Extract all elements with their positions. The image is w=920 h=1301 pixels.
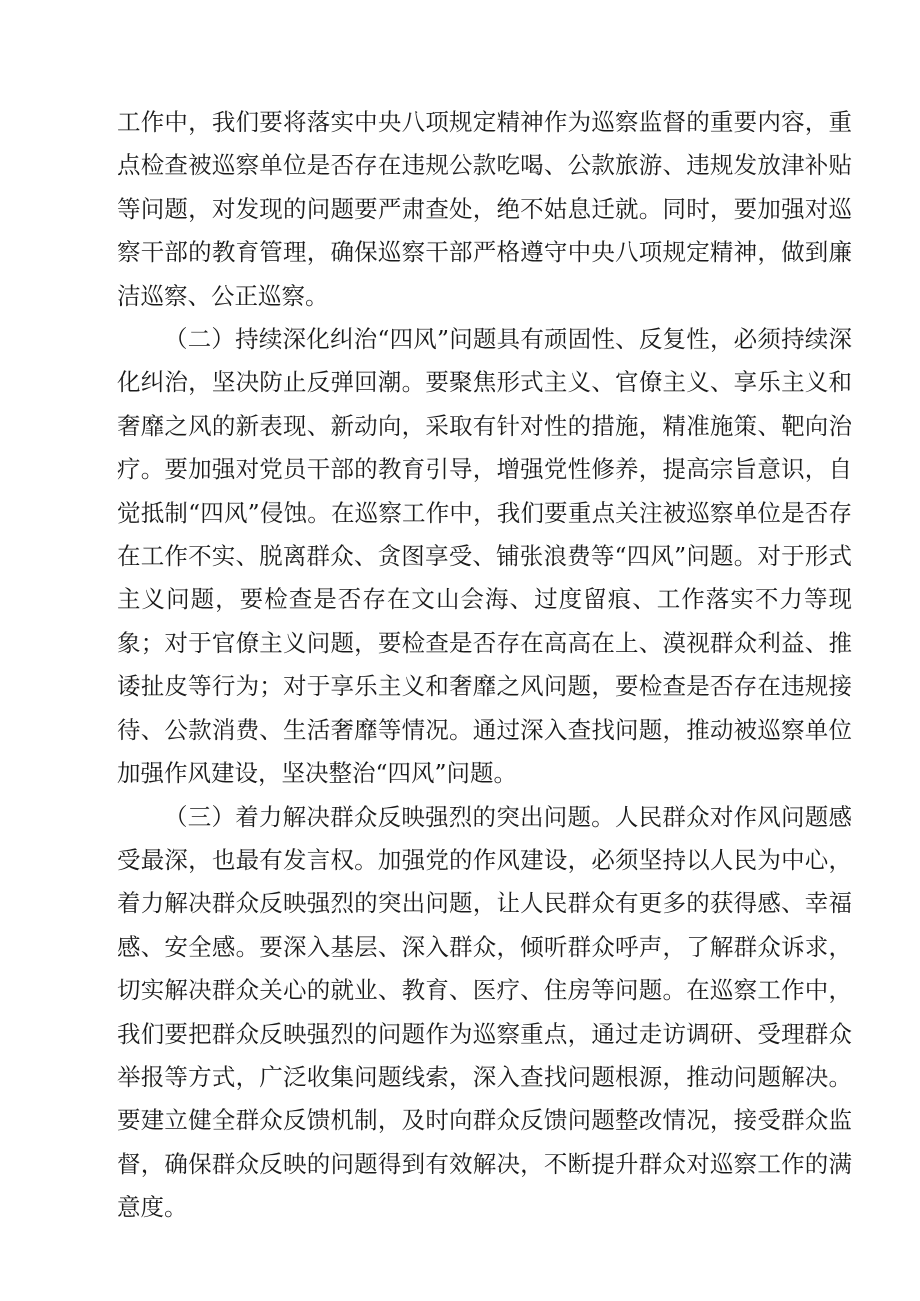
paragraph-continuation: 工作中，我们要将落实中央八项规定精神作为巡察监督的重要内容，重点检查被巡察单位是否存在违规公款吃喝、公款旅游、违规发放津补贴等问题，对发现的问题要严肃查处，绝不姑息迁就。同时，要加强对巡察干部的教育管理，确保巡察干部严格遵守中央八项规定精神，做到廉洁巡察、公正巡察。 [117,108,852,310]
body-text [117,101,852,1230]
paragraph-section-two: （二）持续深化纠治“四风”问题具有顽固性、反复性，必须持续深化纠治，坚决防止反弹回潮。要聚焦形式主义、官僚主义、享乐主义和奢靡之风的新表现、新动向，采取有针对性的措施，精准施策、靶向治疗。要加强对党员干部的教育引导，增强党性修养，提高宗旨意识，自觉抵制“四风”侵蚀。在巡察工作中，我们要重点关注被巡察单位是否存在工作不实、脱离群众、贪图享受、铺张浪费等“四风”问题。对于形式主义问题，要检查是否存在文山会海、过度留痕、工作落实不力等现象；对于官僚主义问题，要检查是否存在高高在上、漠视群众利益、推诿扯皮等行为；对于享乐主义和奢靡之风问题，要检查是否存在违规接待、公款消费、生活奢靡等情况。通过深入查找问题，推动被巡察单位加强作风建设，坚决整治“四风”问题。 [117,325,852,788]
paragraph-section-three: （三）着力解决群众反映强烈的突出问题。人民群众对作风问题感受最深，也最有发言权。加强党的作风建设，必须坚持以人民为中心，着力解决群众反映强烈的突出问题，让人民群众有更多的获得感、幸福感、安全感。要深入基层、深入群众，倾听群众呼声，了解群众诉求，切实解决群众关心的就业、教育、医疗、住房等问题。在巡察工作中，我们要把群众反映强烈的问题作为巡察重点，通过走访调研、受理群众举报等方式，广泛收集问题线索，深入查找问题根源，推动问题解决。要建立健全群众反馈机制，及时向群众反馈问题整改情况，接受群众监督，确保群众反映的问题得到有效解决，不断提升群众对巡察工作的满意度。 [117,802,852,1222]
